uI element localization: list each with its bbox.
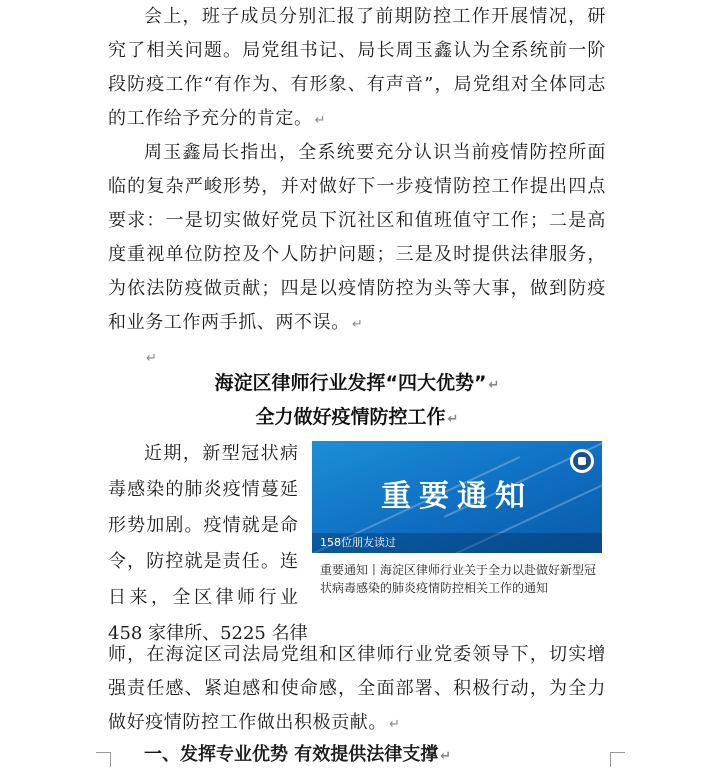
p2-line-3: 要求：一是切实做好党员下沉社区和值班值守工作；二是高 bbox=[108, 210, 606, 231]
notice-banner-title: 重要通知 bbox=[381, 479, 533, 514]
paragraph-mark-icon: ↵ bbox=[447, 412, 459, 427]
paragraph-mark-icon: ↵ bbox=[351, 317, 364, 332]
p1-line-3: 段防疫工作“有作为、有形象、有声音”，局党组对全体同志 bbox=[108, 74, 606, 95]
paragraph-mark-icon: ↵ bbox=[488, 378, 500, 393]
p1-line-1: 会上，班子成员分别汇报了前期防控工作开展情况，研 bbox=[144, 6, 606, 27]
p2-line-4: 度重视单位防控及个人防护问题；三是及时提供法律服务， bbox=[108, 244, 606, 265]
article-title-line-2-text: 全力做好疫情防控工作 bbox=[255, 406, 446, 428]
section-heading bbox=[144, 738, 451, 774]
notice-image-card[interactable] bbox=[312, 441, 602, 619]
p2-line-6 bbox=[108, 306, 606, 340]
p1-line-2: 究了相关问题。局党组书记、局长周玉鑫认为全系统前一阶 bbox=[108, 40, 606, 61]
p3-wrap-line-2: 毒感染的肺炎疫情蔓延 bbox=[108, 479, 298, 500]
p2-line-1: 周玉鑫局长指出，全系统要充分认识当前疫情防控所面 bbox=[144, 142, 606, 163]
p3-wrap-line-4: 令，防控就是责任。连 bbox=[108, 551, 298, 572]
p1-line-4-text: 的工作给予充分的肯定。 bbox=[108, 108, 313, 129]
emblem-icon bbox=[570, 449, 594, 473]
paragraph-mark-icon: ↵ bbox=[389, 717, 401, 732]
p2-line-5: 为依法防疫做贡献；四是以疫情防控为头等大事，做到防疫 bbox=[108, 278, 606, 299]
paragraph-mark-icon: ↵ bbox=[146, 351, 158, 366]
p2-line-2: 临的复杂严峻形势，并对做好下一步疫情防控工作提出四点 bbox=[108, 176, 606, 197]
p3-line-9-text: 做好疫情防控工作做出积极贡献。 bbox=[108, 712, 387, 733]
margin-corner-mark bbox=[610, 752, 625, 767]
notice-caption[interactable]: 重要通知丨海淀区律师行业关于全力以赴做好新型冠状病毒感染的肺炎疫情防控相关工作的通知 bbox=[320, 563, 597, 595]
article-title-line-1 bbox=[108, 366, 606, 400]
p3-wrap-line-6: 458 家律所、5225 名律 bbox=[108, 623, 308, 644]
p2-line-6-text: 和业务工作两手抓、两不误。 bbox=[108, 312, 350, 333]
p3-wrap-line-1: 近期，新型冠状病 bbox=[144, 443, 298, 464]
p1-line-4 bbox=[108, 102, 606, 136]
notice-banner bbox=[312, 441, 602, 553]
article-title-line-2 bbox=[108, 400, 606, 434]
read-count: 158位朋友读过 bbox=[312, 533, 602, 553]
article-title-line-1-text: 海淀区律师行业发挥“四大优势” bbox=[214, 372, 487, 394]
p3-line-7: 师，在海淀区司法局党组和区律师行业党委领导下，切实增 bbox=[108, 644, 606, 665]
margin-corner-mark bbox=[96, 752, 111, 767]
paragraph-mark-icon: ↵ bbox=[440, 749, 452, 764]
p3-wrap-line-5: 日来，全区律师行业 bbox=[108, 587, 298, 608]
p3-line-8: 强责任感、紧迫感和使命感，全面部署、积极行动，为全力 bbox=[108, 678, 606, 699]
paragraph-mark-icon: ↵ bbox=[314, 113, 327, 128]
section-heading-text: 一、发挥专业优势 有效提供法律支撑 bbox=[144, 744, 439, 765]
p3-wrap-line-3: 形势加剧。疫情就是命 bbox=[108, 515, 298, 536]
p3-line-9 bbox=[108, 706, 606, 740]
